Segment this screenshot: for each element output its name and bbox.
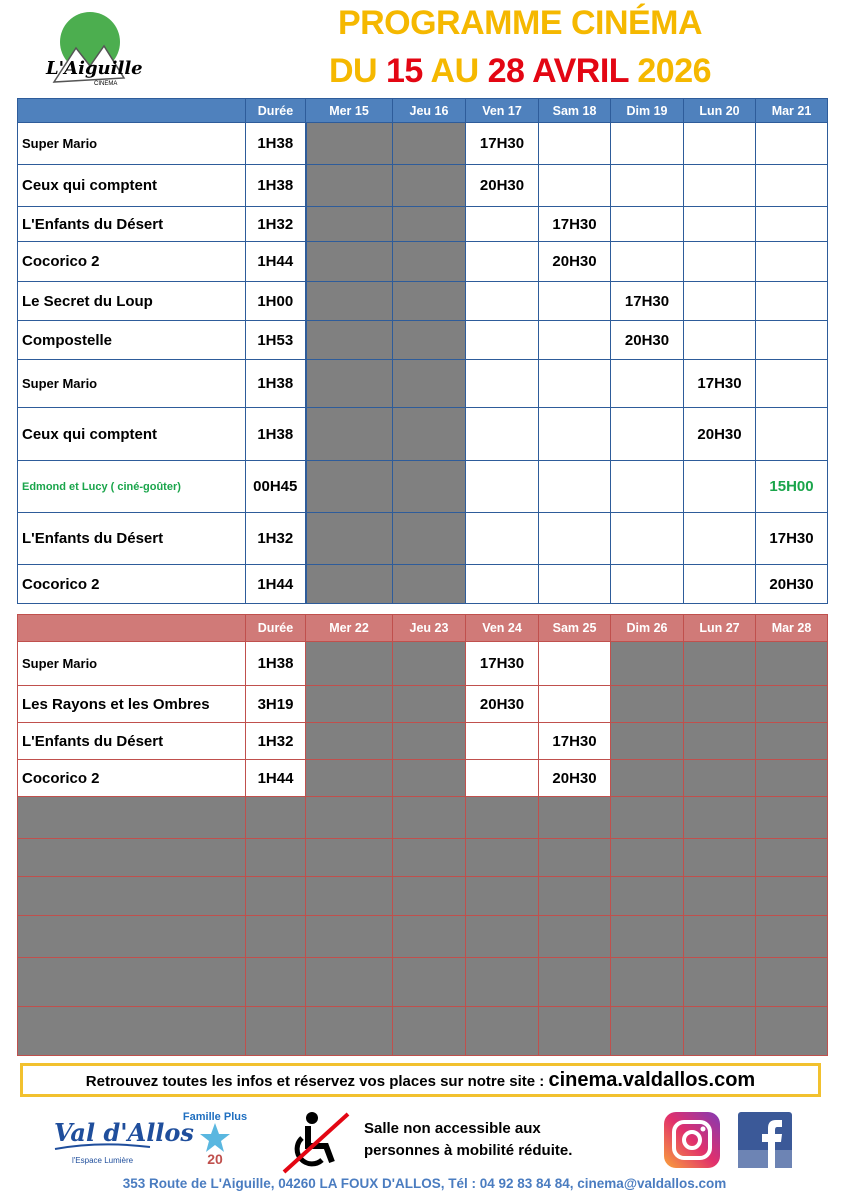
empty-cell: [611, 165, 684, 207]
closed-cell: [393, 642, 466, 686]
closed-cell: [756, 958, 828, 1007]
closed-cell: [393, 207, 466, 242]
valdallos-sub: l'Espace Lumière: [72, 1156, 134, 1165]
closed-cell: [246, 916, 306, 958]
header-row: [18, 615, 828, 642]
film-duration: 1H53: [246, 321, 306, 360]
closed-cell: [684, 916, 756, 958]
header-day: Lun 27: [684, 615, 756, 642]
closed-cell: [306, 123, 393, 165]
famille-plus-logo: [180, 1098, 250, 1173]
closed-cell: [393, 1007, 466, 1056]
closed-cell: [466, 797, 539, 839]
empty-cell: [539, 686, 611, 723]
closed-cell: [539, 916, 611, 958]
film-duration: 1H44: [246, 565, 306, 604]
film-duration: 1H38: [246, 408, 306, 461]
closed-cell: [18, 958, 246, 1007]
closed-cell: [611, 1007, 684, 1056]
empty-cell: [539, 408, 611, 461]
header-day: Dim 19: [611, 99, 684, 123]
empty-cell: [611, 461, 684, 513]
empty-cell: [684, 165, 756, 207]
empty-cell: [684, 513, 756, 565]
film-title: Cocorico 2: [18, 565, 246, 604]
closed-cell: [466, 877, 539, 916]
header-film: [18, 615, 246, 642]
film-duration: 1H32: [246, 513, 306, 565]
closed-cell: [18, 797, 246, 839]
closed-cell: [393, 513, 466, 565]
closed-cell: [684, 642, 756, 686]
closed-cell: [684, 1007, 756, 1056]
closed-cell: [393, 360, 466, 408]
empty-cell: [539, 513, 611, 565]
closed-cell: [393, 242, 466, 282]
empty-cell: [466, 282, 539, 321]
closed-cell: [756, 839, 828, 877]
closed-cell: [393, 877, 466, 916]
closed-cell: [306, 408, 393, 461]
closed-cell: [393, 461, 466, 513]
closed-cell: [306, 282, 393, 321]
closed-cell: [684, 686, 756, 723]
empty-cell: [466, 513, 539, 565]
header-day: Mer 22: [306, 615, 393, 642]
closed-cell: [246, 877, 306, 916]
film-duration: 1H38: [246, 123, 306, 165]
empty-row: [18, 839, 828, 877]
film-title: Le Secret du Loup: [18, 282, 246, 321]
empty-cell: [756, 165, 828, 207]
closed-cell: [306, 321, 393, 360]
empty-cell: [756, 123, 828, 165]
closed-cell: [611, 916, 684, 958]
empty-cell: [756, 282, 828, 321]
showtime: 15H00: [756, 461, 828, 513]
closed-cell: [393, 321, 466, 360]
showtime: 20H30: [539, 760, 611, 797]
showtime: 20H30: [539, 242, 611, 282]
closed-cell: [18, 1007, 246, 1056]
empty-cell: [684, 207, 756, 242]
programme-title: PROGRAMME CINÉMA: [337, 4, 703, 42]
svg-text:L'Aiguille: L'Aiguille: [46, 58, 143, 79]
closed-cell: [306, 242, 393, 282]
screening-row: [18, 461, 828, 513]
closed-cell: [306, 565, 393, 604]
empty-cell: [466, 723, 539, 760]
closed-cell: [306, 797, 393, 839]
empty-cell: [756, 408, 828, 461]
film-title: Les Rayons et les Ombres: [18, 686, 246, 723]
closed-cell: [611, 642, 684, 686]
closed-cell: [684, 877, 756, 916]
cinema-logo: [44, 12, 143, 88]
empty-cell: [539, 642, 611, 686]
closed-cell: [393, 760, 466, 797]
empty-cell: [466, 207, 539, 242]
empty-cell: [539, 123, 611, 165]
showtime: 17H30: [466, 642, 539, 686]
empty-cell: [684, 123, 756, 165]
access-line2: personnes à mobilité réduite.: [364, 1142, 573, 1159]
closed-cell: [756, 760, 828, 797]
empty-cell: [611, 408, 684, 461]
closed-cell: [756, 797, 828, 839]
screening-row: [18, 165, 828, 207]
empty-row: [18, 877, 828, 916]
dates-du: DU: [328, 52, 386, 90]
screening-row: [18, 123, 828, 165]
empty-cell: [611, 123, 684, 165]
closed-cell: [306, 839, 393, 877]
screening-row: [18, 282, 828, 321]
valdallos-text: Val d'Allos: [54, 1118, 194, 1147]
closed-cell: [539, 958, 611, 1007]
empty-cell: [466, 321, 539, 360]
valdallos-logo: [50, 1107, 194, 1174]
empty-cell: [684, 565, 756, 604]
closed-cell: [393, 408, 466, 461]
accessibility-notice: [364, 1118, 572, 1162]
film-title: L'Enfants du Désert: [18, 513, 246, 565]
svg-text:CINEMA: CINEMA: [94, 81, 118, 87]
showtime: 20H30: [466, 686, 539, 723]
closed-cell: [393, 797, 466, 839]
empty-cell: [756, 207, 828, 242]
screening-row: [18, 723, 828, 760]
empty-cell: [611, 513, 684, 565]
film-duration: 1H38: [246, 642, 306, 686]
empty-cell: [611, 242, 684, 282]
dates-au: AU: [422, 52, 488, 90]
header-day: Mar 21: [756, 99, 828, 123]
screening-row: [18, 513, 828, 565]
empty-cell: [539, 282, 611, 321]
screening-row: [18, 408, 828, 461]
header-duration: Durée: [246, 615, 306, 642]
famille-text: Famille Plus: [182, 1111, 248, 1123]
closed-cell: [611, 877, 684, 916]
screening-row: [18, 642, 828, 686]
header-day: Ven 17: [466, 99, 539, 123]
film-title: L'Enfants du Désert: [18, 207, 246, 242]
dates-year: 2026: [628, 52, 712, 90]
header-row: [18, 99, 828, 123]
screening-row: [18, 760, 828, 797]
closed-cell: [246, 839, 306, 877]
showtime: 17H30: [466, 123, 539, 165]
closed-cell: [393, 839, 466, 877]
showtime: 20H30: [684, 408, 756, 461]
film-duration: 1H00: [246, 282, 306, 321]
empty-cell: [756, 321, 828, 360]
empty-row: [18, 1007, 828, 1056]
film-title: Ceux qui comptent: [18, 408, 246, 461]
closed-cell: [611, 686, 684, 723]
showtime: 17H30: [539, 723, 611, 760]
closed-cell: [756, 723, 828, 760]
website-link[interactable]: cinema.valdallos.com: [548, 1069, 756, 1091]
screening-row: [18, 321, 828, 360]
closed-cell: [246, 1007, 306, 1056]
showtime: 17H30: [684, 360, 756, 408]
address: 353 Route de L'Aiguille, 04260 LA FOUX D'ALLOS, Tél : 04 92 83 84 84, cinema@valdallos.com: [122, 1176, 727, 1191]
closed-cell: [306, 877, 393, 916]
header-day: Mar 28: [756, 615, 828, 642]
closed-cell: [306, 760, 393, 797]
film-duration: 1H38: [246, 165, 306, 207]
closed-cell: [306, 686, 393, 723]
dates-start: 15: [386, 52, 423, 90]
film-title: Compostelle: [18, 321, 246, 360]
film-title: Ceux qui comptent: [18, 165, 246, 207]
showtime: 20H30: [611, 321, 684, 360]
empty-cell: [466, 760, 539, 797]
closed-cell: [18, 877, 246, 916]
empty-cell: [684, 242, 756, 282]
header-day: Sam 18: [539, 99, 611, 123]
closed-cell: [306, 513, 393, 565]
closed-cell: [684, 723, 756, 760]
closed-cell: [393, 165, 466, 207]
closed-cell: [466, 1007, 539, 1056]
empty-cell: [539, 565, 611, 604]
empty-row: [18, 916, 828, 958]
film-duration: 1H44: [246, 760, 306, 797]
showtime: 20H30: [756, 565, 828, 604]
screening-row: [18, 207, 828, 242]
closed-cell: [246, 958, 306, 1007]
film-title: Super Mario: [18, 123, 246, 165]
empty-cell: [611, 360, 684, 408]
film-duration: 1H32: [246, 207, 306, 242]
closed-cell: [756, 916, 828, 958]
closed-cell: [18, 916, 246, 958]
closed-cell: [539, 797, 611, 839]
screening-row: [18, 242, 828, 282]
empty-cell: [539, 360, 611, 408]
header-day: Dim 26: [611, 615, 684, 642]
closed-cell: [393, 282, 466, 321]
closed-cell: [684, 958, 756, 1007]
film-duration: 00H45: [246, 461, 306, 513]
closed-cell: [393, 123, 466, 165]
empty-cell: [684, 321, 756, 360]
empty-cell: [756, 242, 828, 282]
closed-cell: [306, 207, 393, 242]
dates-end: 28 AVRIL: [487, 52, 629, 90]
closed-cell: [393, 565, 466, 604]
week2-schedule-table: [17, 614, 828, 1056]
film-duration: 1H44: [246, 242, 306, 282]
closed-cell: [611, 797, 684, 839]
closed-cell: [684, 797, 756, 839]
header-day: Sam 25: [539, 615, 611, 642]
closed-cell: [18, 839, 246, 877]
closed-cell: [756, 642, 828, 686]
empty-cell: [539, 321, 611, 360]
showtime: 20H30: [466, 165, 539, 207]
film-title: L'Enfants du Désert: [18, 723, 246, 760]
wheelchair-crossed-icon: [282, 1110, 352, 1179]
empty-row: [18, 797, 828, 839]
closed-cell: [306, 461, 393, 513]
programme-dates: [270, 52, 770, 91]
closed-cell: [306, 165, 393, 207]
week1-schedule-table: [17, 98, 828, 604]
closed-cell: [393, 916, 466, 958]
empty-cell: [539, 461, 611, 513]
empty-cell: [539, 165, 611, 207]
info-banner: [20, 1063, 821, 1097]
closed-cell: [539, 877, 611, 916]
film-title: Super Mario: [18, 360, 246, 408]
closed-cell: [393, 723, 466, 760]
closed-cell: [246, 797, 306, 839]
film-title: Super Mario: [18, 642, 246, 686]
closed-cell: [306, 916, 393, 958]
closed-cell: [611, 760, 684, 797]
film-duration: 1H38: [246, 360, 306, 408]
showtime: 17H30: [539, 207, 611, 242]
film-duration: 1H32: [246, 723, 306, 760]
film-duration: 3H19: [246, 686, 306, 723]
header-duration: Durée: [246, 99, 306, 123]
empty-cell: [611, 207, 684, 242]
closed-cell: [756, 877, 828, 916]
closed-cell: [393, 686, 466, 723]
screening-row: [18, 565, 828, 604]
empty-cell: [684, 282, 756, 321]
empty-row: [18, 958, 828, 1007]
empty-cell: [684, 461, 756, 513]
svg-text:20: 20: [207, 1151, 223, 1167]
showtime: 17H30: [611, 282, 684, 321]
closed-cell: [611, 958, 684, 1007]
empty-cell: [466, 461, 539, 513]
empty-cell: [466, 565, 539, 604]
closed-cell: [539, 1007, 611, 1056]
closed-cell: [306, 1007, 393, 1056]
showtime: 17H30: [756, 513, 828, 565]
closed-cell: [611, 723, 684, 760]
header-day: Mer 15: [306, 99, 393, 123]
header-film: [18, 99, 246, 123]
access-line1: Salle non accessible aux: [364, 1120, 541, 1137]
header-day: Lun 20: [684, 99, 756, 123]
instagram-icon[interactable]: [664, 1112, 720, 1173]
header-day: Jeu 23: [393, 615, 466, 642]
header-day: Jeu 16: [393, 99, 466, 123]
closed-cell: [306, 360, 393, 408]
closed-cell: [466, 958, 539, 1007]
screening-row: [18, 360, 828, 408]
closed-cell: [684, 760, 756, 797]
closed-cell: [306, 958, 393, 1007]
closed-cell: [684, 839, 756, 877]
empty-cell: [756, 360, 828, 408]
empty-cell: [611, 565, 684, 604]
closed-cell: [756, 686, 828, 723]
closed-cell: [466, 916, 539, 958]
closed-cell: [611, 839, 684, 877]
header-day: Ven 24: [466, 615, 539, 642]
empty-cell: [466, 242, 539, 282]
info-text: Retrouvez toutes les infos et réservez vos places sur notre site :: [85, 1073, 549, 1090]
closed-cell: [539, 839, 611, 877]
facebook-icon[interactable]: [738, 1112, 792, 1173]
closed-cell: [393, 958, 466, 1007]
closed-cell: [466, 839, 539, 877]
closed-cell: [756, 1007, 828, 1056]
closed-cell: [306, 723, 393, 760]
screening-row: [18, 686, 828, 723]
closed-cell: [306, 642, 393, 686]
empty-cell: [466, 360, 539, 408]
empty-cell: [466, 408, 539, 461]
film-title: Edmond et Lucy ( ciné-goûter): [18, 461, 246, 513]
film-title: Cocorico 2: [18, 242, 246, 282]
film-title: Cocorico 2: [18, 760, 246, 797]
